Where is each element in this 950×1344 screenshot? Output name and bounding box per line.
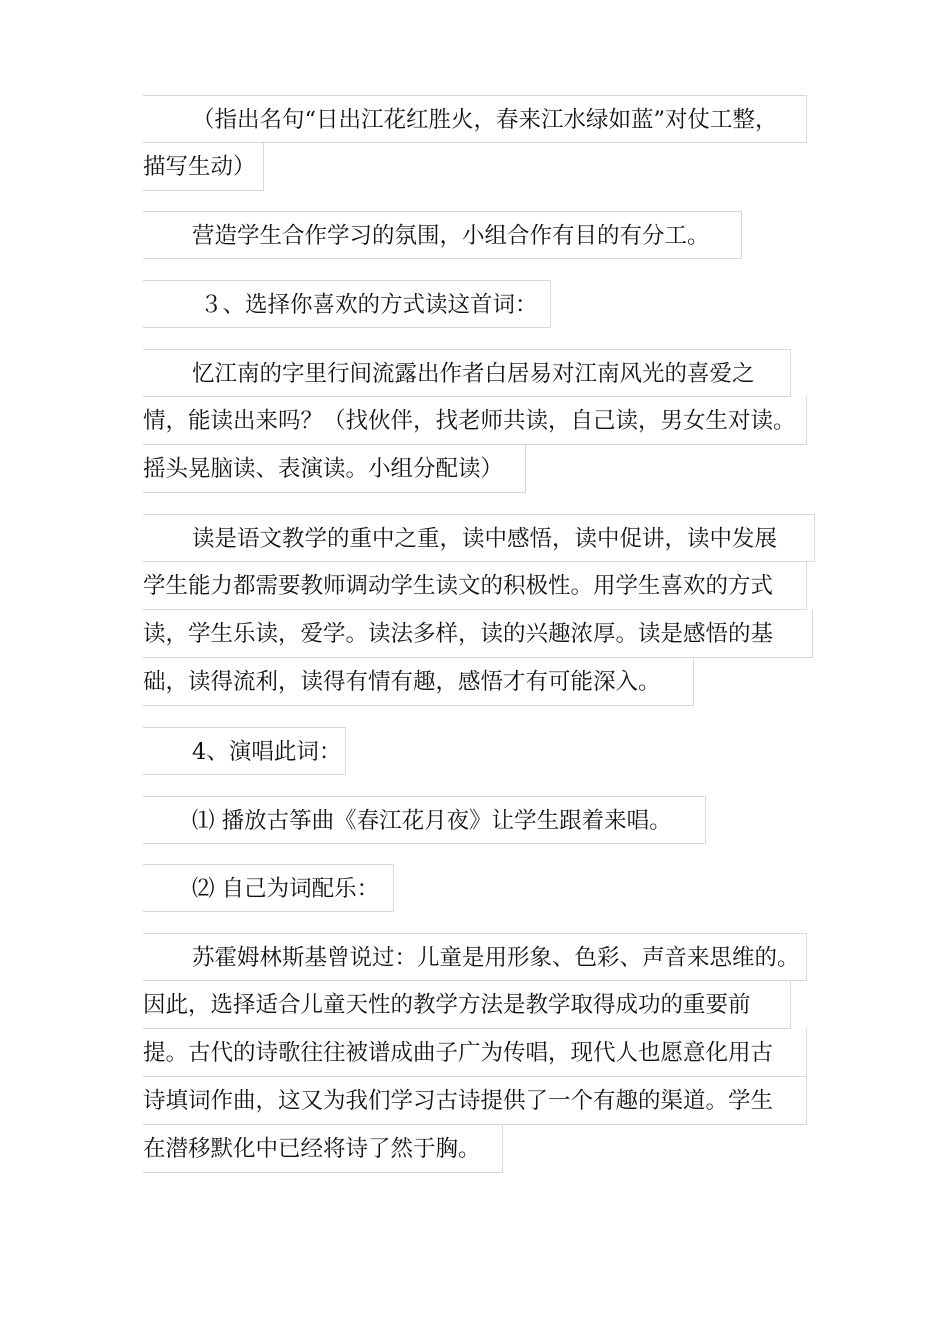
paragraph-line: 在潜移默化中已经将诗了然于胸。	[143, 1125, 503, 1173]
paragraph-line: 读，学生乐读，爱学。读法多样，读的兴趣浓厚。读是感悟的基	[143, 610, 813, 658]
paragraph-line: 忆江南的字里行间流露出作者白居易对江南风光的喜爱之	[143, 349, 791, 397]
paragraph-line: 础，读得流利，读得有情有趣，感悟才有可能深入。	[143, 658, 694, 706]
paragraph-line: 学生能力都需要教师调动学生读文的积极性。用学生喜欢的方式	[143, 562, 807, 610]
paragraph-line: 营造学生合作学习的氛围，小组合作有目的有分工。	[143, 211, 742, 259]
paragraph-line: 苏霍姆林斯基曾说过：儿童是用形象、色彩、声音来思维的。	[143, 933, 807, 981]
list-item: ⑵ 自己为词配乐：	[143, 864, 394, 912]
paragraph-line: 读是语文教学的重中之重，读中感悟，读中促讲，读中发展	[143, 514, 815, 562]
paragraph-line: 情，能读出来吗？（找伙伴，找老师共读，自己读，男女生对读。	[143, 397, 807, 445]
paragraph-line: 提。古代的诗歌往往被谱成曲子广为传唱，现代人也愿意化用古	[143, 1029, 807, 1077]
section-heading: ３、选择你喜欢的方式读这首词：	[143, 280, 551, 328]
list-item: ⑴ 播放古筝曲《春江花月夜》让学生跟着来唱。	[143, 796, 706, 844]
paragraph-line: 摇头晃脑读、表演读。小组分配读）	[143, 445, 526, 493]
section-heading: 4、演唱此词：	[143, 727, 346, 775]
paragraph-line: 描写生动）	[143, 143, 264, 191]
paragraph-line: 诗填词作曲，这又为我们学习古诗提供了一个有趣的渠道。学生	[143, 1077, 807, 1125]
paragraph-line: （指出名句“日出江花红胜火，春来江水绿如蓝”对仗工整，	[143, 95, 807, 143]
paragraph-line: 因此，选择适合儿童天性的教学方法是教学取得成功的重要前	[143, 981, 791, 1029]
